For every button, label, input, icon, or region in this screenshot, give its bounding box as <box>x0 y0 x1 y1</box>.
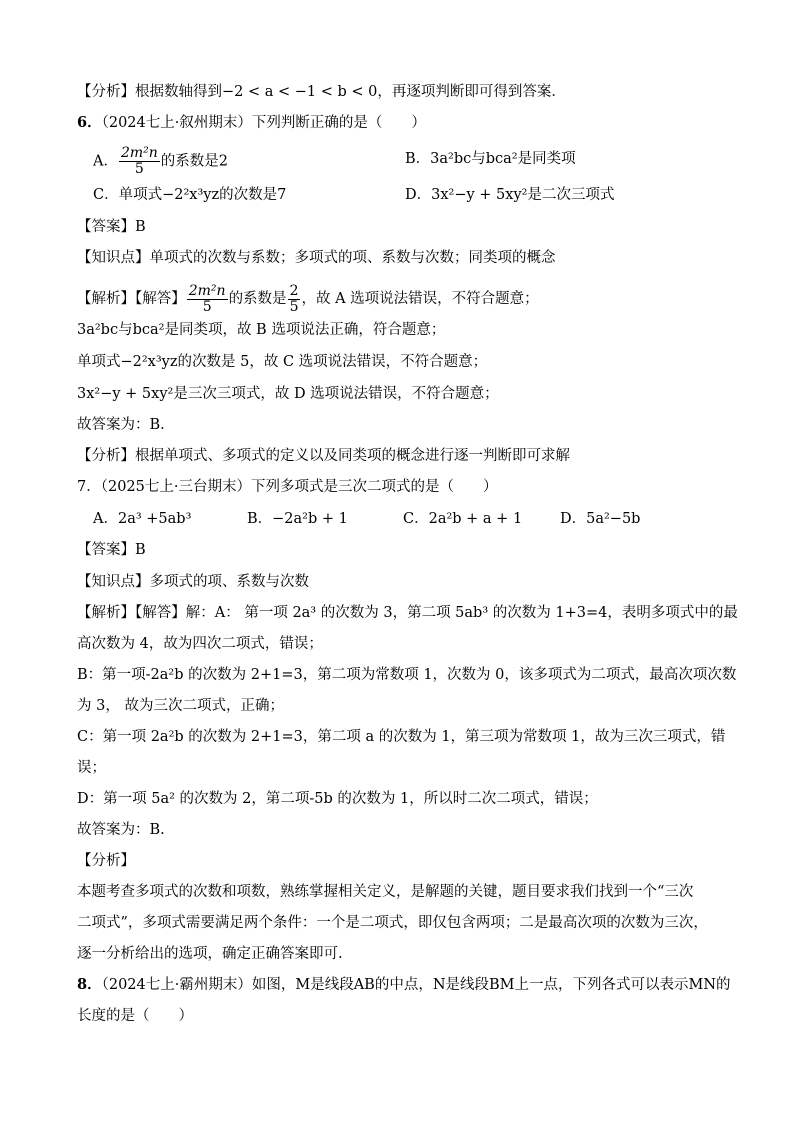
q6-solution-5: 故答案为：B. <box>77 417 165 433</box>
q6-answer: 【答案】B <box>77 219 146 235</box>
q6-source: （2024七上·叙州期末） <box>101 115 252 131</box>
q6-solution-denominator: 5 <box>202 298 212 315</box>
q6-solution-numerator: 2m²n <box>188 282 226 299</box>
q7-analysis-1: 本题考查多项式的次数和项数，熟练掌握相关定义，是解题的关键，题目要求我们找到一个“三次 <box>77 884 694 900</box>
q6-solution-fraction <box>187 284 228 315</box>
q6-number: 6． <box>77 114 102 131</box>
q7-solution-8: 故答案为：B. <box>77 822 165 838</box>
q6-option-d: D．3x²−y + 5xy²是二次三项式 <box>405 187 615 203</box>
q6-stem <box>77 113 724 133</box>
q6-solution-head: 【解析】【解答】 <box>77 291 186 307</box>
q7-solution-3: B：第一项-2a²b 的次数为 2+1=3，第二项为常数项 1，次数为 0，该多项式为二项式，最高次项次数 <box>77 667 737 683</box>
q6-option-a-tail: 的系数是2 <box>160 153 229 170</box>
q6-solution-1 <box>77 282 724 316</box>
q7-analysis-head: 【分析】 <box>77 853 135 869</box>
q7-option-b: B．−2a²b + 1 <box>247 511 348 527</box>
q7-stem: 7．（2025七上·三台期末）下列多项式是三次二项式的是（ ） <box>77 479 498 495</box>
q6-option-b: B．3a²bc与bca²是同类项 <box>405 151 576 167</box>
q8-source: （2024七上·霸州期末） <box>101 977 252 993</box>
q6-knowledge: 【知识点】单项式的次数与系数；多项式的项、系数与次数；同类项的概念 <box>77 250 556 266</box>
q7-knowledge: 【知识点】多项式的项、系数与次数 <box>77 574 309 590</box>
q7-solution-7: D：第一项 5a² 的次数为 2，第二项-5b 的次数为 1，所以时二次二项式，错误； <box>77 791 598 807</box>
q6-solution-coef-numerator: 2 <box>289 282 299 299</box>
q7-analysis-2: 二项式”，多项式需要满足两个条件：一个是二项式，即仅包含两项；二是最高次项的次数为三次， <box>77 915 708 931</box>
q6-solution-tail: ，故 A 选项说法错误，不符合题意； <box>301 291 539 307</box>
q7-option-d: D．5a²−5b <box>560 511 641 527</box>
q7-solution-5: C：第一项 2a²b 的次数为 2+1=3，第二项 a 的次数为 1，第三项为常数项 1，故为三次三项式，错 <box>77 729 726 745</box>
q6-option-a-fraction <box>119 146 160 177</box>
prev-analysis: 【分析】根据数轴得到−2 < a < −1 < b < 0，再逐项判断即可得到答案． <box>77 84 566 100</box>
q8-question: 如图，M是线段AB的中点，N是线段BM上一点，下列各式可以表示MN的 <box>251 977 731 993</box>
q7-analysis-3: 逐一分析给出的选项，确定正确答案即可. <box>77 946 343 962</box>
q8-stem-2: 长度的是（ ） <box>77 1008 193 1024</box>
q6-solution-coef-denominator: 5 <box>289 298 299 315</box>
q6-option-a-label: A． <box>93 153 118 170</box>
q6-option-a <box>93 146 228 177</box>
q7-solution-4: 为 3， 故为三次二项式，正确； <box>77 698 284 714</box>
q8-number: 8． <box>77 976 102 993</box>
q6-solution-4: 3x²−y + 5xy²是三次三项式，故 D 选项说法错误，不符合题意； <box>77 386 499 402</box>
q6-option-c: C．单项式−2²x³yz的次数是7 <box>93 187 287 203</box>
q7-option-c: C．2a²b + a + 1 <box>403 511 523 527</box>
q7-option-a: A．2a³ +5ab³ <box>93 511 192 527</box>
q6-solution-3: 单项式−2²x³yz的次数是 5，故 C 选项说法错误，不符合题意； <box>77 354 488 370</box>
q8-stem-1 <box>77 975 731 995</box>
q7-solution-2: 高次数为 4，故为四次二项式，错误； <box>77 636 323 652</box>
q7-answer: 【答案】B <box>77 542 146 558</box>
q7-solution-1: 【解析】【解答】解：A： 第一项 2a³ 的次数为 3，第二项 5ab³ 的次数为 1+3=4，表明多项式中的最 <box>77 605 738 621</box>
q6-solution-2: 3a²bc与bca²是同类项，故 B 选项说法正确，符合题意； <box>77 322 446 338</box>
q6-option-a-numerator: 2m²n <box>120 145 158 161</box>
q7-solution-6: 误； <box>77 760 106 776</box>
q6-solution-coef-fraction <box>288 284 301 315</box>
q6-question: 下列判断正确的是（ ） <box>251 115 426 131</box>
q6-option-a-denominator: 5 <box>134 161 144 177</box>
q6-analysis: 【分析】根据单项式、多项式的定义以及同类项的概念进行逐一判断即可求解 <box>77 448 570 464</box>
q6-solution-mid: 的系数是 <box>228 291 287 307</box>
